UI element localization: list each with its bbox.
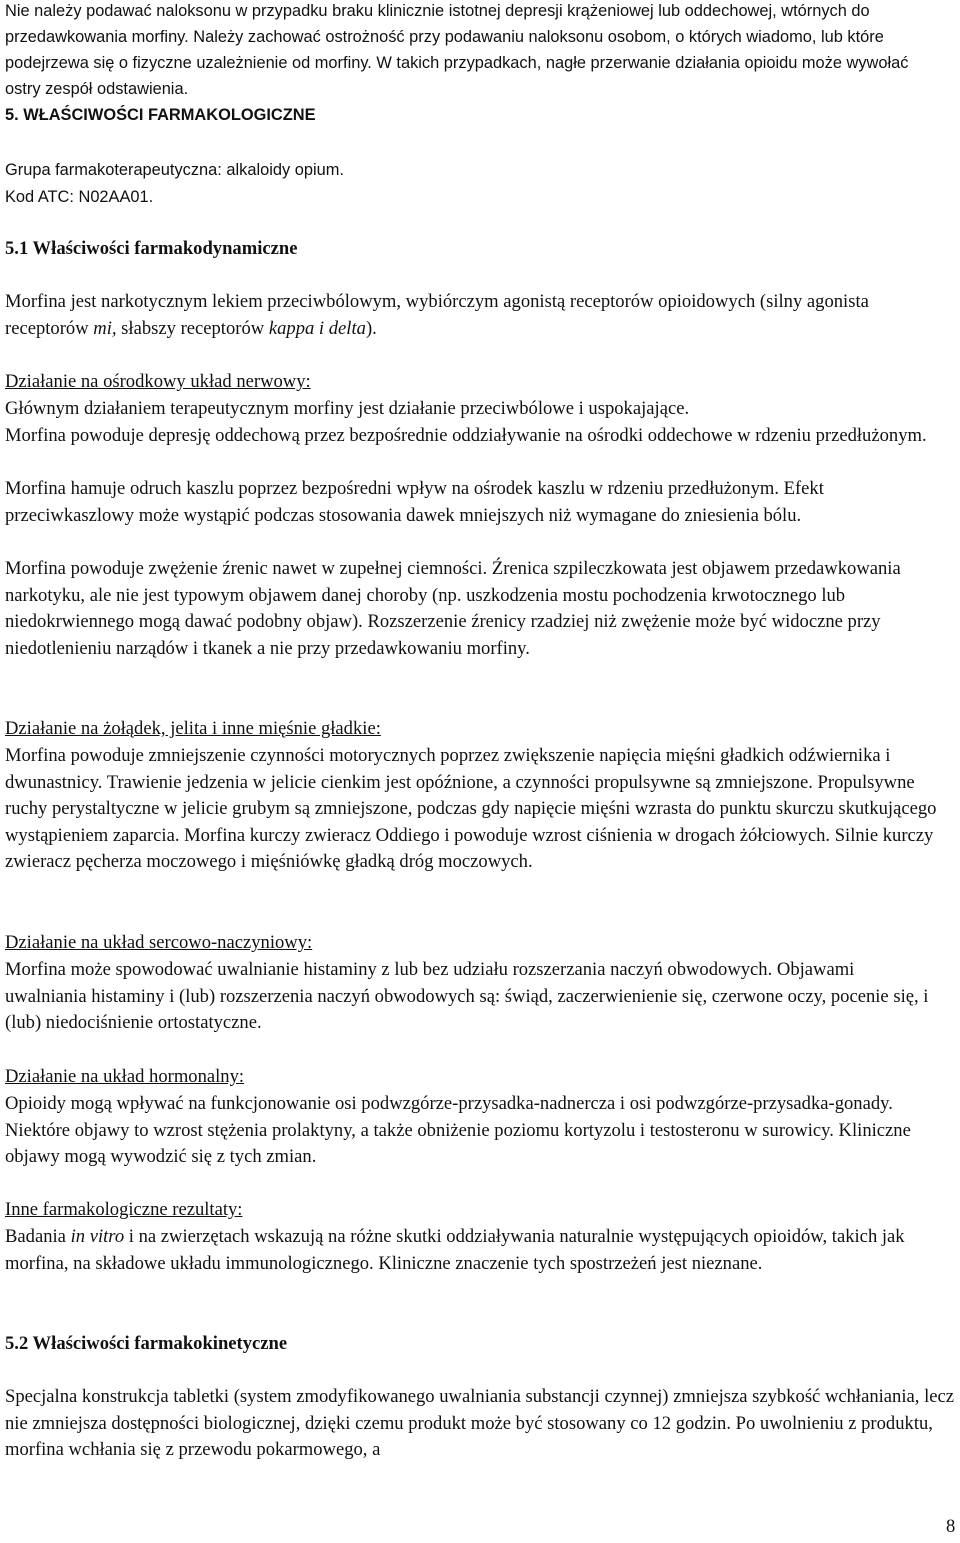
intro-mi: mi,: [93, 317, 117, 339]
cns-paragraph-3: Morfina hamuje odruch kaszlu poprzez bezpośredni wpływ na ośrodek kaszlu w rdzeniu przedłużonym. Efekt przeciwkaszlowy może wystąpić podczas stosowania dawek mniejszych niż wymagane do zniesienia bólu.: [5, 478, 824, 526]
hormonal-paragraph: Opioidy mogą wpływać na funkcjonowanie osi podwzgórze-przysadka-nadnercza i osi podwzgórze-przysadka-gonady. Niektóre objawy to wzrost stężenia prolaktyny, a także obniżenie poziomu kortyzolu i testosteronu w surowicy. Kliniczne objawy mogą wywodzić się z tych zmian.: [5, 1093, 911, 1167]
cns-paragraph-2: Morfina powoduje depresję oddechową przez bezpośrednie oddziaływanie na ośrodki oddechowe w rdzeniu przedłużonym.: [5, 425, 927, 446]
section-5-heading: 5. WŁAŚCIWOŚCI FARMAKOLOGICZNE: [5, 106, 316, 124]
other-text-1: Badania: [5, 1226, 71, 1247]
section-5-1-heading: 5.1 Właściwości farmakodynamiczne: [5, 238, 298, 259]
gi-paragraph: Morfina powoduje zmniejszenie czynności motorycznych poprzez zwiększenie napięcia mięśni gładkich odźwiernika i dwunastnicy. Trawienie jedzenia w jelicie cienkim jest opóźnione, a czynności propulsywne są zmniejszone. Propulsywne ruchy perystaltyczne w jelicie grubym są zmniejszone, podczas gdy napięcie mięśni wzrasta do punktu skurczu skutkującego wystąpieniem zaparcia. Morfina kurczy zwieracz Oddiego i powoduje wzrost ciśnienia w drogach żółciowych. Silnie kurczy zwieracz pęcherza moczowego i mięśniówkę gładką dróg moczowych.: [5, 745, 937, 872]
atc-code: Kod ATC: N02AA01.: [5, 188, 154, 206]
section-5-2-heading: 5.2 Właściwości farmakokinetyczne: [5, 1333, 288, 1354]
gi-heading: Działanie na żołądek, jelita i inne mięśnie gładkie:: [5, 718, 381, 739]
pharmacokinetics-paragraph: Specjalna konstrukcja tabletki (system zmodyfikowanego uwalniania substancji czynnej) zmniejsza szybkość wchłaniania, lecz nie zmniejsza dostępności biologicznej, dzięki czemu produkt może być stosowany co 12 godzin. Po uwolnieniu z produktu, morfina wchłania się z przewodu pokarmowego, a: [5, 1386, 954, 1460]
cns-heading: Działanie na ośrodkowy układ nerwowy:: [5, 371, 311, 392]
cardio-paragraph: Morfina może spowodować uwalnianie histaminy z lub bez udziału rozszerzania naczyń obwodowych. Objawami uwalniania histaminy i (lub) rozszerzenia naczyń obwodowych są: świąd, zaczerwienienie się, czerwone oczy, pocenie się, i (lub) niedociśnienie ortostatyczne.: [5, 959, 929, 1033]
cns-paragraph-1: Głównym działaniem terapeutycznym morfiny jest działanie przeciwbólowe i uspokajające.: [5, 398, 690, 419]
other-in-vitro: in vitro: [70, 1226, 125, 1247]
page-number: 8: [946, 1516, 956, 1537]
hormonal-heading: Działanie na układ hormonalny:: [5, 1066, 245, 1087]
pharmacotherapeutic-group: Grupa farmakoterapeutyczna: alkaloidy opium.: [5, 161, 344, 179]
intro-paragraph: [5, 289, 955, 342]
intro-text-3: ).: [365, 317, 377, 339]
other-paragraph: [5, 1224, 915, 1277]
intro-kappa-delta: kappa i delta: [268, 317, 366, 339]
intro-text-2: słabszy receptorów: [116, 317, 269, 339]
naloxone-warning-paragraph: Nie należy podawać naloksonu w przypadku braku klinicznie istotnej depresji krążeniowej lub oddechowej, wtórnych do przedawkowania morfiny. Należy zachować ostrożność przy podawaniu naloksonu osobom, o których wiadomo, lub które podejrzewa się o fizyczne uzależnienie od morfiny. W takich przypadkach, nagłe przerwanie działania opioidu może wywołać ostry zespół odstawienia.: [5, 2, 909, 98]
other-heading: Inne farmakologiczne rezultaty:: [5, 1199, 243, 1220]
intro-text-1: Morfina jest narkotycznym lekiem przeciwbólowym, wybiórczym agonistą receptorów opioidowych (silny agonista receptorów: [5, 291, 869, 339]
other-text-2: i na zwierzętach wskazują na różne skutki oddziaływania naturalnie występujących opioidów, takich jak morfina, na składowe układu immunologicznego. Kliniczne znaczenie tych spostrzeżeń jest nieznane.: [5, 1226, 905, 1274]
cardio-heading: Działanie na układ sercowo-naczyniowy:: [5, 932, 313, 953]
cns-paragraph-4: Morfina powoduje zwężenie źrenic nawet w zupełnej ciemności. Źrenica szpileczkowata jest objawem przedawkowania narkotyku, ale nie jest typowym objawem danej choroby (np. uszkodzenia mostu pochodzenia krwotocznego lub niedokrwiennego mogą dawać podobny objaw). Rozszerzenie źrenicy rzadziej niż zwężenie może być widoczne przy niedotlenieniu narządów i tkanek a nie przy przedawkowaniu morfiny.: [5, 558, 901, 659]
